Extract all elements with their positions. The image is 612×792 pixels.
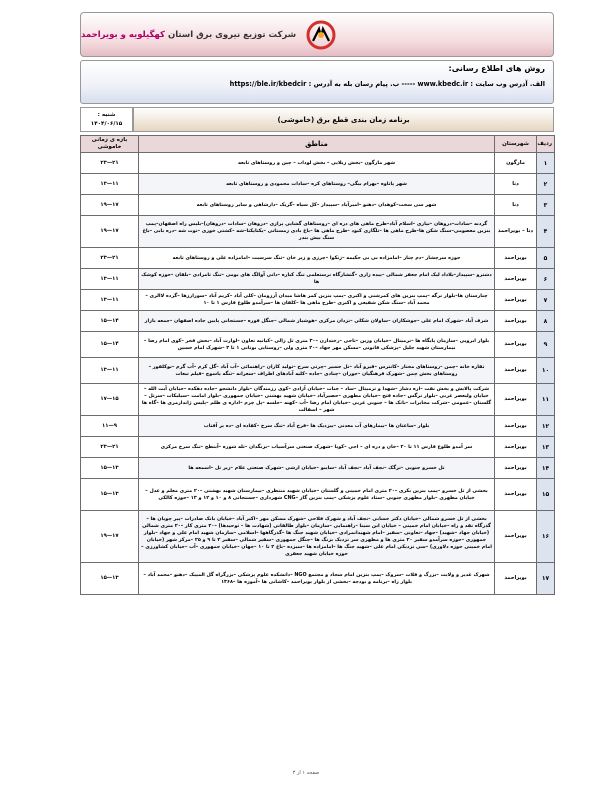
row-city: بویراحمد <box>495 332 537 358</box>
header-regions: مناطق <box>139 136 495 153</box>
row-number: ۱۰ <box>537 358 555 384</box>
row-number: ۷ <box>537 290 555 311</box>
table-row <box>81 511 555 563</box>
schedule-title: برنامه زمان بندی قطع برق (خاموشی) <box>133 107 554 132</box>
row-areas: سر آمدو طلوع فارس ۱۱ تا ۲۰ –خان و دره ای – اجی –کوپا –شهرک صنعتی سرآسیاب –بزنگدان –تله شوره –آبنطح –تنگ سرخ مرکزی <box>139 437 495 458</box>
row-city: بویراحمد <box>495 563 537 595</box>
company-logo <box>306 20 336 50</box>
company-name-highlight: کهگیلویه و بویراحمد <box>81 29 165 40</box>
table-row <box>81 195 555 216</box>
row-number: ۱۴ <box>537 458 555 479</box>
row-city: بویراحمد <box>495 269 537 290</box>
row-time: ۱۷—۱۹ <box>81 216 139 248</box>
row-areas: شهرک غدیر و ولایت –بزرگ و فلات –سروک –پمپ بنزین امام سجاد و مجتمع NGO –دانشکده علوم پزشکی –بزرگراه گل المپیک –دهنو –محمد آباد –بلوار راه –برنامه و بودجه –بخشی از بلوار بویراحمد –کاشانی ها –آموزه ها –۱۳۶۸ <box>139 563 495 595</box>
row-number: ۸ <box>537 311 555 332</box>
header-time: بازه ی زمانی خاموشی <box>81 136 139 153</box>
row-number: ۶ <box>537 269 555 290</box>
info-title: روش های اطلاع رسانی: <box>448 64 545 73</box>
table-row <box>81 563 555 595</box>
row-city: بویراحمد <box>495 511 537 563</box>
row-number: ۱۵ <box>537 479 555 511</box>
table-row <box>81 153 555 174</box>
schedule-bar <box>80 107 554 132</box>
row-time: ۹—۱۱ <box>81 416 139 437</box>
row-number: ۱۳ <box>537 437 555 458</box>
row-areas: بلوار –ساعتان ها –بیمارهای آب معدنی –بیزدیک ها –فرخ آباد –تنگ سرخ –کفاده ای –ده بر آفتاب <box>139 416 495 437</box>
row-areas: بلوار ابرویی –سازمان پایگاه ها –ترمینال –خیابان وزین –تاجی –رختدارن –۳۰ متری تل زالی –کیانپه تعاون –لوارث آباد –بخش فخر –کوی امام رضا –بیمارستان شهید جلیل –پزشکی قانونی –مسکن مهر جهاد –۲۰ متری ولی –روستایی بوتانی ۱ تا ۴ –شهرک امام حسین <box>139 332 495 358</box>
header-banner <box>80 12 554 57</box>
table-row <box>81 416 555 437</box>
row-areas: تل خسرو جنوبی –ترگک –نجف آباد –نجف آباد –سایبو –خیابان ارشی –شهرک صنعتی علام –زیر تل –اسمعه ها <box>139 458 495 479</box>
row-time: ۱۳—۱۵ <box>81 458 139 479</box>
row-areas: گردنه –سادات–دروهان –تیاری –اسلام آباد–طرح ماهی های دره ای –روستاهای گشایی پرازی –دروهان –سادات –دروهان)–بلیس راه اصفهان–پمپ بنزین معصومی–سنگ شکن ها–طرح ماهی ها –تلگاری کبود –طرح ماهی ها –باغ بادی زمستانی –یکتایکتا–شه –کشتی خوری –توت شه –دره بابی –باغ سنگ بیش بندر <box>139 216 495 248</box>
row-city: بویراحمد <box>495 458 537 479</box>
table-row <box>81 290 555 311</box>
row-city: دنا <box>495 174 537 195</box>
row-city: بویراحمد <box>495 358 537 384</box>
row-areas: شرکت پالایش و بخش نفت –اره دشار –شهدا و ترمینال –ساد – جنات –خیابان آزادی –کوی رزمندگان –بلوار دانشجو –جاده دهکده –خیابان آیت الله –خیابان ولیعصر غربی –بلوار نرگس –جاده فتح –خیابان مطهری –حصیرآباد –خیابان شهید بهشتی –خیابان جمهوری –بلوار امامت –سیلیکات –سرتل –گلستان –عمومی –شرکت مخابرات –بانک ها – جنوبی غربی –خیابان امام رضا –آب –کهنه –جلسه –پل چرم –اداره ی ظلم –پلیس ژاندارمری ها –گاه ها شهر – اسفالت <box>139 384 495 416</box>
row-areas: تقاره خانه –چمن –روستاهای مختار –کانترس –قیرو آباد –تل خسیر –چرتی سرخ –تولید کاران –راهنمائی –آب آباد –گل کرم –آب گرم –نوکلفور –روستاهای بخش چمن –شهرک فرهنگیان –جوران –چنادی –جاده –کلیه آبادهای اطراف –سعرانه –تنگه یاسوج –فیلم تبعات <box>139 358 495 384</box>
row-time: ۱۴—۱۵ <box>81 332 139 358</box>
table-row <box>81 248 555 269</box>
row-city: بویراحمد <box>495 384 537 416</box>
row-city: مارگون <box>495 153 537 174</box>
row-number: ۳ <box>537 195 555 216</box>
table-row <box>81 384 555 416</box>
row-time: ۲۱—۲۳ <box>81 248 139 269</box>
row-city: دنا – بویراحمد <box>495 216 537 248</box>
table-row <box>81 269 555 290</box>
row-number: ۱۷ <box>537 563 555 595</box>
row-number: ۲ <box>537 174 555 195</box>
table-row <box>81 358 555 384</box>
company-name <box>81 30 302 40</box>
row-areas: چنارستان ها–بلوار نرگه –پمپ بنزین های کمرشنی و اکبری –پمپ بنزین کمر هاشا میدان آرزومان –کلی آباد –کریم آباد –سورارزها –گرده لاالری –محمد آباد –سنگ شکن شفیعی و اکبری –طرح ماهی ها –کلقان ها –سرآمدو طلوع فارس ۱ تا ۱۰ <box>139 290 495 311</box>
company-name-prefix: شرکت توزیع نیروی برق استان <box>167 29 297 40</box>
row-time: ۱۷—۱۹ <box>81 195 139 216</box>
header-row-number: ردیف <box>537 136 555 153</box>
row-areas: حوزه سرچشار –دم چنار –امامزاده بی بی حکیمه –زنکوا –چرزی و زیر خان –تنگ سرسبت –امامزاده علی و روستاهای تابعه <box>139 248 495 269</box>
schedule-day-label: شنبه : <box>97 111 116 118</box>
row-areas: شهر پاتاوه –بهرام بیگی– روستاهای کره –سادات محمودی و روستاهای تابعه <box>139 174 495 195</box>
row-time: ۱۳—۱۵ <box>81 479 139 511</box>
row-city: بویراحمد <box>495 248 537 269</box>
page-footer: صفحه ۱ از ۳ <box>292 770 320 776</box>
row-city: بویراحمد <box>495 437 537 458</box>
table-row <box>81 437 555 458</box>
row-city: بویراحمد <box>495 290 537 311</box>
table-row <box>81 174 555 195</box>
row-time: ۱۵—۱۷ <box>81 384 139 416</box>
row-number: ۹ <box>537 332 555 358</box>
header-city: شهرستان <box>495 136 537 153</box>
row-city: بویراحمد <box>495 479 537 511</box>
row-time: ۱۱—۱۳ <box>81 290 139 311</box>
row-city: بویراحمد <box>495 311 537 332</box>
row-areas: شهر مارگون –بخش زیلایی – بخش لوداب – چین و روستاهای تابعه <box>139 153 495 174</box>
row-time: ۲۱—۲۳ <box>81 437 139 458</box>
row-number: ۴ <box>537 216 555 248</box>
row-time: ۱۴—۱۵ <box>81 311 139 332</box>
row-areas: بخشی از تل خسرو –پمپ بنزین بکری –۲۰ متری امام خمینی و گلستان –خیابان شهید منتظری –بیمارستان شهید بهشتی –۲۰ متری معلم و عدل –خیابان مطهری –بلوار مطهری جنوبی –ستاد علوم پزشکی –پمپ بنزین گاز –CNG شهرداری –جستجانی ۸ و ۱۰ و ۱۲ و ۱۳ –حوزه کالکی <box>139 479 495 511</box>
document-page <box>80 12 554 595</box>
row-areas: شهر سی سخت–کوهدان –دهنو –امیرآباد –سپیدار –کل سیاه –گریک –دارشاهی و سایر روستاهای تابعه <box>139 195 495 216</box>
row-time: ۱۱—۱۳ <box>81 269 139 290</box>
table-row <box>81 216 555 248</box>
row-city: دنا <box>495 195 537 216</box>
row-areas: شرف آباد –شهرک امام علی –جوشکاران –ساولان شکلی –نزدان مرکزی –هوشیار شمالی –جنگل فوره –جستجانی پایین جاده اصفهان –جمعه بازار <box>139 311 495 332</box>
table-row <box>81 479 555 511</box>
table-row <box>81 458 555 479</box>
row-city: بویراحمد <box>495 416 537 437</box>
info-box <box>80 60 554 104</box>
row-areas: دشترو –سپیدار–بلاداد لیک امام جعفر شمالی –بیده زاری –گنشارگاه نرستعلمی تنگ کباره –دانی آوالگ های بومی –تنگ تامرادی –بلقان –حوزه کوشک ها <box>139 269 495 290</box>
row-number: ۱۶ <box>537 511 555 563</box>
row-time: ۲۱—۲۳ <box>81 153 139 174</box>
row-time: ۱۳—۱۵ <box>81 563 139 595</box>
row-number: ۵ <box>537 248 555 269</box>
table-row <box>81 332 555 358</box>
row-time: ۱۱—۱۳ <box>81 358 139 384</box>
table-row <box>81 311 555 332</box>
row-number: ۱۱ <box>537 384 555 416</box>
row-number: ۱ <box>537 153 555 174</box>
info-line: الف. آدرس وب سایت : www.kbedc.ir ----- ب. پیام رسان بله به آدرس : https://ble.ir/kbedcir <box>229 80 545 88</box>
schedule-date-box <box>80 107 133 132</box>
row-number: ۱۲ <box>537 416 555 437</box>
row-time: ۱۱—۱۳ <box>81 174 139 195</box>
row-areas: بخشی از تل خسرو شمالی –خیابان دکتر حسابی –نجف آباد و شهرک فلاحی –شهرک مسکن مهر –اکبر آباد –خیابان بانک صادرات –پیر چوپان ها –گذرگاه نقد و راه –خیابان امام خمینی – خیابان ابن سینا –راهنمایی –سازمان –بلوار طالقانی (شهادت ها – توحیدها) –۲۰ متری کار –۲۰ متری شمالی (خیابان جهاد –شهید) –جهاد –تعاونی –سفیر –امام شهیدانمرادی –خیابان شهید جنگ ها –گذرگاهها –اسلامی –سازمان شهید امام علی و جهاد –بلوار جمهوری –حوزه سرآمدو سفیر ۲۰ متری ها و مطهری سر نزدیک بزنگ ها –جنگل جمهوری –سفیر شمالی –سفیر ۲ تا ۹ و ۲۵ –مرکز شهر (خیابان امام خمینی حوزه دلاوری) –سی نزدیکی امام علی –شهید جنگ ها –امامزاده ها –سیزده –باغ ۲ تا ۱۰ –جهان –خیابان جمهوری –آب –خیابان کشاورزی –حوزه خیابان شهید جعفری <box>139 511 495 563</box>
outage-table <box>80 135 555 595</box>
row-time: ۱۷—۱۹ <box>81 511 139 563</box>
table-header-row <box>81 136 555 153</box>
schedule-date: ۱۴۰۴/۰۶/۱۵ <box>90 120 123 127</box>
